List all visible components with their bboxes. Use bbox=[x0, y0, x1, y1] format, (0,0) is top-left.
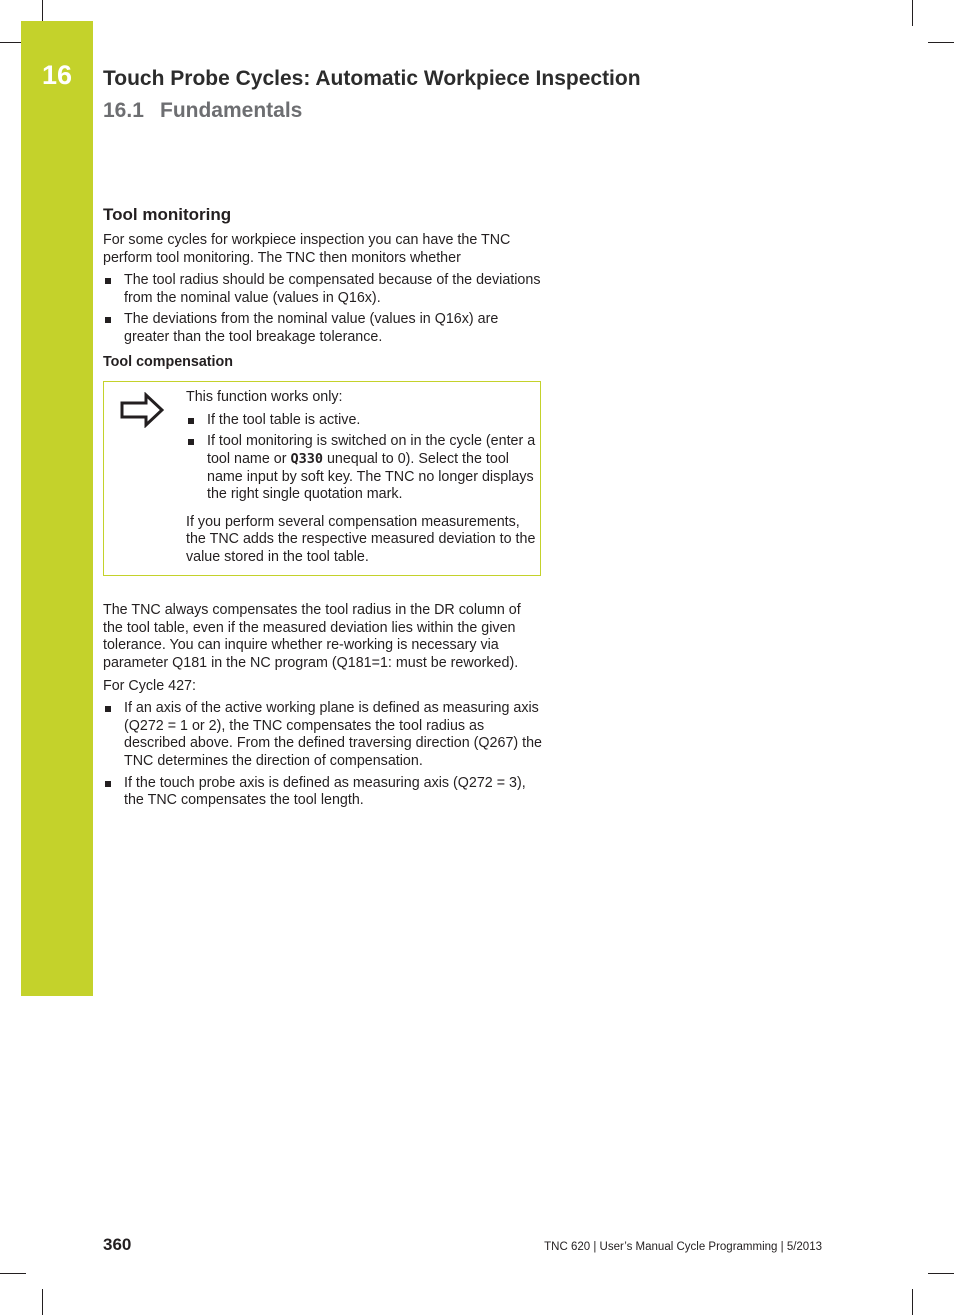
chapter-tab-bar bbox=[21, 21, 93, 996]
page-number: 360 bbox=[103, 1235, 132, 1254]
bullet-square-icon bbox=[105, 278, 111, 284]
bullet-square-icon bbox=[188, 418, 194, 424]
bullet-square-icon bbox=[105, 706, 111, 712]
bullet-square-icon bbox=[105, 317, 111, 323]
tool-monitoring-list bbox=[103, 272, 543, 346]
section-title bbox=[103, 99, 302, 123]
note-body bbox=[186, 389, 536, 571]
crop-mark bbox=[912, 1289, 913, 1315]
tool-monitoring-intro: For some cycles for workpiece inspection you can have the TNC perform tool monitoring. The TNC then monitors whether bbox=[103, 232, 511, 266]
section-name: Fundamentals bbox=[160, 99, 303, 122]
bullet-square-icon bbox=[105, 781, 111, 787]
chapter-number: 16 bbox=[41, 60, 73, 90]
tool-monitoring-heading: Tool monitoring bbox=[103, 205, 232, 224]
cycle-label: For Cycle 427: bbox=[103, 677, 196, 694]
chapter-title: Touch Probe Cycles: Automatic Workpiece Inspection bbox=[103, 67, 641, 90]
arrow-right-icon bbox=[120, 392, 164, 428]
crop-mark bbox=[0, 1273, 26, 1274]
cycle-list bbox=[103, 700, 543, 810]
bullet-square-icon bbox=[188, 439, 194, 445]
crop-mark bbox=[928, 42, 954, 43]
crop-mark bbox=[928, 1273, 954, 1274]
list-item: The tool radius should be compensated because of the deviations from the nominal value (values in Q16x). bbox=[103, 272, 543, 307]
list-item: If the tool table is active. bbox=[186, 412, 536, 430]
compensation-body: The TNC always compensates the tool radius in the DR column of the tool table, even if the measured deviation lies within the given tolerance. You can inquire whether re-working is necessary via parameter Q181 in the NC program (Q181=1: must be reworked). bbox=[103, 602, 521, 671]
footer-reference: TNC 620 | User’s Manual Cycle Programming | 5/2013 bbox=[544, 1241, 822, 1253]
note-paragraph: If you perform several compensation measurements, the TNC adds the respective measured deviation to the value stored in the tool table. bbox=[186, 513, 536, 565]
note-lead: This function works only: bbox=[186, 389, 343, 406]
tool-compensation-heading: Tool compensation bbox=[103, 353, 233, 370]
list-item: The deviations from the nominal value (values in Q16x) are greater than the tool breakage tolerance. bbox=[103, 311, 543, 346]
note-list bbox=[186, 412, 536, 504]
list-item: If tool monitoring is switched on in the cycle (enter a tool name or Q330 unequal to 0). Select the tool name input by soft key. The TNC no longer displays the right single quotation mark. bbox=[186, 433, 536, 503]
note-box bbox=[103, 381, 541, 576]
crop-mark bbox=[42, 1289, 43, 1315]
crop-mark bbox=[912, 0, 913, 26]
main-content bbox=[103, 205, 543, 814]
list-item: If the touch probe axis is defined as measuring axis (Q272 = 3), the TNC compensates the tool length. bbox=[103, 775, 543, 810]
section-number: 16.1 bbox=[103, 99, 144, 122]
list-item: If an axis of the active working plane is defined as measuring axis (Q272 = 1 or 2), the TNC compensates the tool radius as described above. From the defined traversing direction (Q267) the TNC determines the direction of compensation. bbox=[103, 700, 543, 770]
parameter-code: Q330 bbox=[290, 450, 323, 467]
